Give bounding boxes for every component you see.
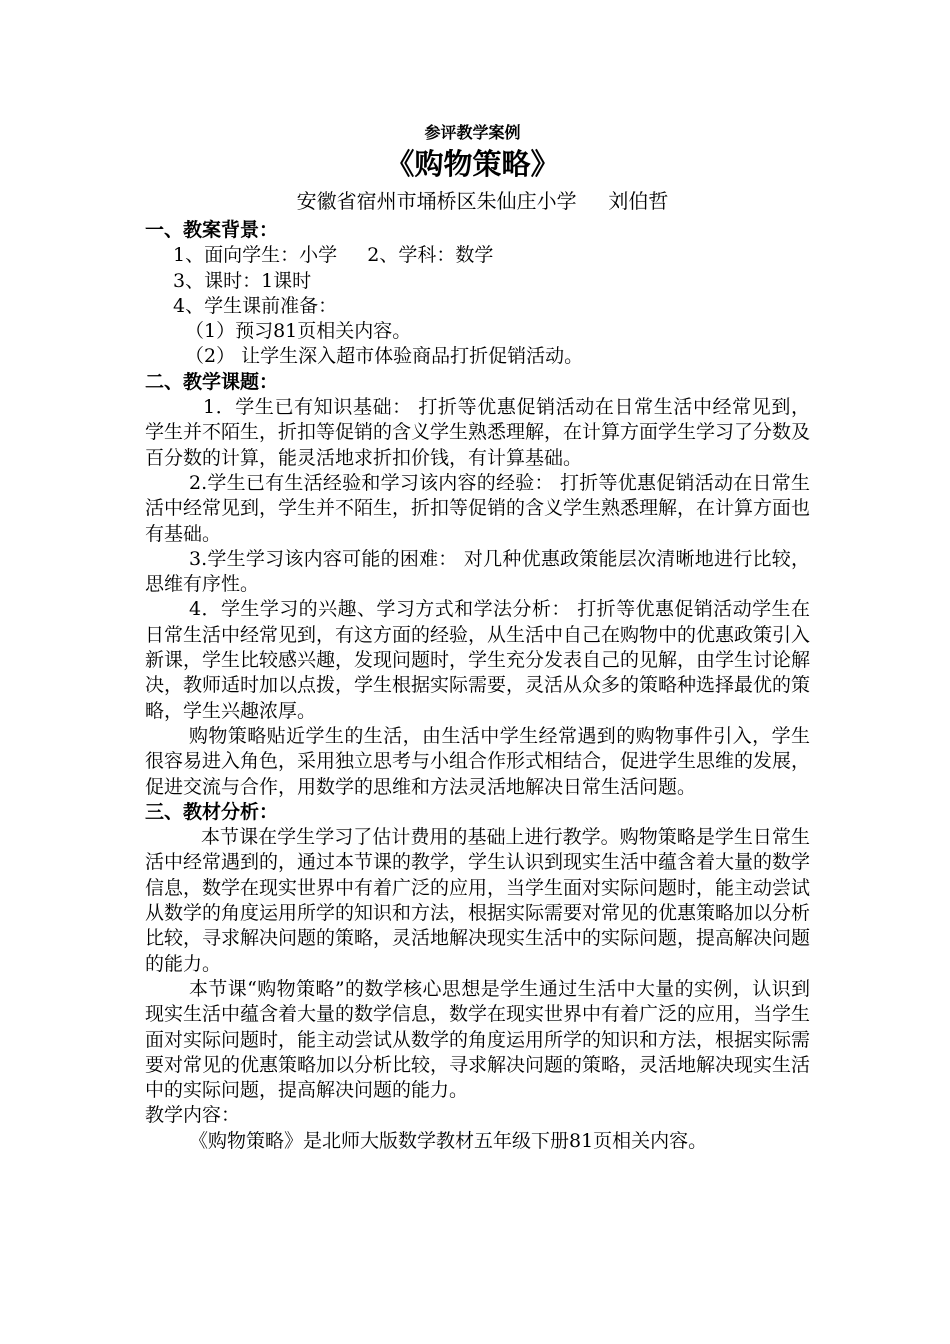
topic-paragraph-2: 2.学生已有生活经验和学习该内容的经验： 打折等优惠促销活动在日常生活中经常见到，学生并不陌生，折扣等促销的含义学生熟悉理解，在计算方面也有基础。 [145,471,811,545]
background-item-preparation: 4、学生课前准备： [173,294,338,317]
teaching-content-text: 《购物策略》是北师大版数学教材五年级下册81页相关内容。 [189,1129,708,1152]
preparation-sub-item-2: （2） 让学生深入超市体验商品打折促销活动。 [185,345,584,368]
teaching-content-label: 教学内容： [145,1104,241,1127]
document-title: 《购物策略》 [385,147,560,181]
section-heading-material-analysis: 三、教材分析： [145,800,279,823]
document-kicker: 参评教学案例 [424,123,521,142]
analysis-paragraph-2: 本节课“购物策略”的数学核心思想是学生通过生活中大量的实例，认识到现实生活中蕴含着大量的数学信息，数学在现实世界中有着广泛的应用，当学生面对实际问题时，能主动尝试从数学的角度运用所学的知识和方法，根据实际需要对常见的优惠策略加以分析比较，寻求解决问题的策略，灵活地解决现实生活中的实际问题，提高解决问题的能力。 [145,977,811,1102]
topic-paragraph-1: 1．学生已有知识基础： 打折等优惠促销活动在日常生活中经常见到，学生并不陌生，折扣等促销的含义学生熟悉理解，在计算方面学生学习了分数及百分数的计算，能灵活地求折扣价钱，有计算基础。 [145,396,811,469]
document-page [145,122,810,1154]
section-heading-background: 一、教案背景： [145,219,279,241]
topic-paragraph-3: 3.学生学习该内容可能的困难： 对几种优惠政策能层次清晰地进行比较，思维有序性。 [145,547,810,596]
section-heading-topic: 二、教学课题： [145,370,279,393]
background-item-students-subject: 1、面向学生：小学 2、学科：数学 [173,244,494,267]
topic-paragraph-4: 4．学生学习的兴趣、学习方式和学法分析： 打折等优惠促销活动学生在日常生活中经常见到，有这方面的经验，从生活中自己在购物中的优惠政策引入新课，学生比较感兴趣，发现问题时，学生充分发表自己的见解，由学生讨论解决，教师适时加以点拨，学生根据实际需要，灵活从众多的策略种选择最优的策略，学生兴趣浓厚。 [145,598,811,722]
background-item-periods: 3、课时：1课时 [173,269,312,292]
analysis-paragraph-1: 本节课在学生学习了估计费用的基础上进行教学。购物策略是学生日常生活中经常遇到的，通过本节课的教学，学生认识到现实生活中蕴含着大量的数学信息，数学在现实世界中有着广泛的应用，当学生面对实际问题时，能主动尝试从数学的角度运用所学的知识和方法，根据实际需要对常见的优惠策略加以分析比较，寻求解决问题的策略，灵活地解决现实生活中的实际问题，提高解决问题的能力。 [145,826,811,975]
preparation-sub-item-1: （1）预习81页相关内容。 [185,320,412,343]
document-author: 安徽省宿州市埇桥区朱仙庄小学 刘伯哲 [296,189,669,213]
topic-paragraph-5: 购物策略贴近学生的生活，由生活中学生经常遇到的购物事件引入，学生很容易进入角色，采用独立思考与小组合作形式相结合，促进学生思维的发展，促进交流与合作，用数学的思维和方法灵活地解决日常生活问题。 [145,724,811,798]
